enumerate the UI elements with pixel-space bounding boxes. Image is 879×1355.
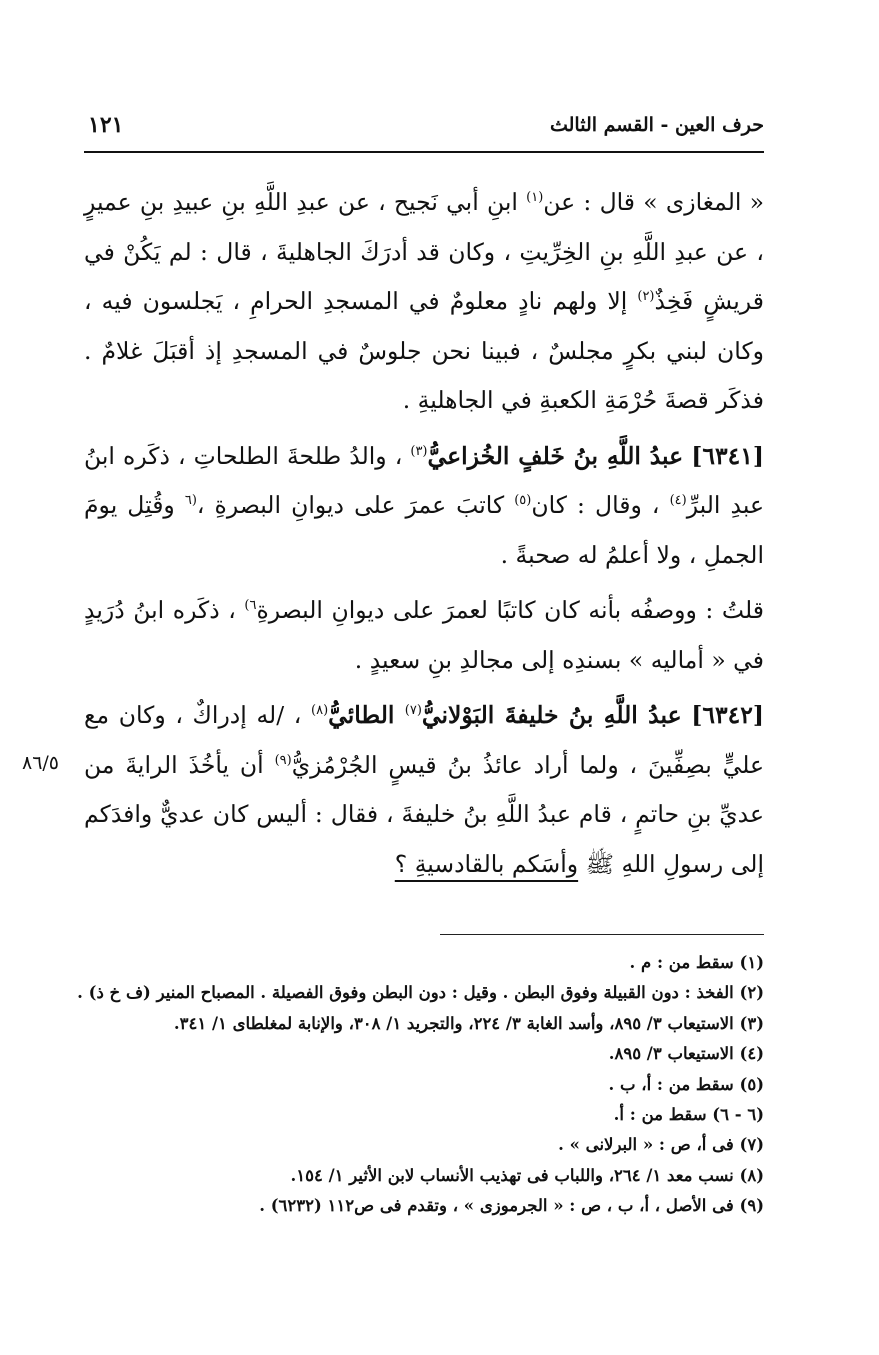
text-segment: إلا ولهم نادٍ معلومٌ في المسجدِ الحرامِ ، يَجلسون فيه ، وكان لبني بكرٍ مجلسٌ ، فبينا نحن جلوسٌ في المسجدِ إذ أقبَلَ غلامٌ . فذكَر قصةَ حُرْمَةِ الكعبةِ في الجاهليةِ . bbox=[84, 287, 764, 414]
footnote-1: (١) سقط من : م . bbox=[629, 953, 764, 972]
footnote-marker: (٧) bbox=[404, 703, 422, 719]
entry-number: [٦٣٤١] bbox=[691, 441, 764, 470]
footnote-7: (٧) فى أ، ص : « البرلانى » . bbox=[558, 1135, 764, 1155]
paragraph-1 bbox=[84, 178, 764, 426]
margin-volume-page-note: ٨٦/٥ bbox=[22, 752, 60, 774]
text-segment: أن يأخُذَ الرايةَ من عديِّ بنِ حاتمٍ ، قام عبدُ اللَّهِ بنُ خليفةَ ، فقال : أليس كان عديٌّ وافدَكم إلى رسولِ اللهِ ﷺ bbox=[84, 750, 764, 878]
footnote-2: (٢) الفخذ : دون القبيلة وفوق البطن . وقيل : دون البطن وفوق الفصيلة . المصباح المنير (ف خ ذ) . bbox=[77, 983, 764, 1003]
entry-name: عبدُ اللَّهِ بنُ خليفةَ البَوْلانيُّ bbox=[421, 701, 682, 729]
header-rule bbox=[84, 151, 764, 153]
paragraph-qultu bbox=[84, 586, 764, 685]
footnote-marker: (١) bbox=[526, 190, 544, 206]
text-segment: ، /له إدراكٌ ، وكان مع عليٍّ بصِفِّينَ ، ولما أراد عائذُ بنُ قيسٍ الجُرْمُزيُّ bbox=[84, 701, 764, 779]
text-segment: ، وقال : كان bbox=[531, 491, 670, 519]
text-segment: وقُتِل يومَ الجملِ ، ولا أعلمُ له صحبةً . bbox=[84, 491, 764, 569]
footnote-marker: (٢) bbox=[637, 289, 655, 305]
page-number: ١٢١ bbox=[88, 112, 124, 138]
entry-name-nisba: الطائيُّ bbox=[328, 701, 405, 729]
footnotes bbox=[77, 948, 764, 1222]
footnote-4: (٤) الاستيعاب ٣/ ٨٩٥. bbox=[608, 1044, 764, 1064]
footnote-marker: (٩) bbox=[274, 752, 292, 768]
footnote-5: (٥) سقط من : أ، ب . bbox=[608, 1074, 764, 1094]
entry-number: [٦٣٤٢] bbox=[691, 701, 764, 729]
text-segment: ، ذكَره ابنُ دُرَيدٍ في « أماليه » بسندِه إلى مجالدِ بنِ سعيدٍ . bbox=[84, 596, 764, 674]
entry-6342 bbox=[84, 691, 764, 889]
footnote-8: (٨) نسب معد ١/ ٢٦٤، واللباب فى تهذيب الأنساب لابن الأثير ١/ ١٥٤. bbox=[290, 1165, 764, 1185]
footnote-rule bbox=[440, 934, 764, 935]
footnote-6: (٦ - ٦) سقط من : أ. bbox=[613, 1105, 764, 1125]
footnote-marker: ٦) bbox=[244, 598, 257, 614]
running-title: حرف العين - القسم الثالث bbox=[549, 114, 764, 136]
footnote-9: (٩) فى الأصل ، أ، ب ، ص : « الجرموزى » ، وتقدم فى ص١١٢ (٦٢٣٢) . bbox=[259, 1196, 764, 1216]
text-segment: ، والدُ طلحةَ الطلحاتِ ، ذكَره ابنُ عبدِ البرِّ bbox=[84, 441, 764, 519]
main-text bbox=[84, 178, 764, 889]
entry-6341 bbox=[84, 432, 764, 581]
footnote-3: (٣) الاستيعاب ٣/ ٨٩٥، وأسد الغابة ٣/ ٢٢٤، والتجريد ١/ ٣٠٨، والإنابة لمغلطاى ١/ ٣٤١. bbox=[173, 1013, 764, 1033]
text-segment: « المغازى » قال : عن bbox=[543, 188, 764, 216]
text-segment: قلتُ : ووصفُه بأنه كان كاتبًا لعمرَ على ديوانِ البصرةِ bbox=[256, 596, 764, 624]
footnote-marker: (٣) bbox=[410, 443, 428, 459]
text-segment: كاتبَ عمرَ على ديوانِ البصرةِ ، bbox=[196, 491, 515, 519]
footnote-marker: (٤) bbox=[669, 493, 687, 509]
underlined-text: وأسَكم بالقادسيةِ ؟ bbox=[394, 849, 579, 878]
entry-name: عبدُ اللَّهِ بنُ خَلفٍ الخُزاعيُّ bbox=[427, 441, 684, 470]
text-segment: ابنِ أبي نَجيح ، عن عبدِ اللَّهِ بنِ عبيدِ بنِ عميرٍ ، عن عبدِ اللَّهِ بنِ الخِرِّيتِ ، وكان قد أدرَكَ الجاهليةَ ، قال : لم يَكُنْ في قريشٍ فَخِذٌ bbox=[84, 188, 764, 315]
footnote-marker: (٨) bbox=[311, 703, 329, 719]
footnote-marker: (٦ bbox=[184, 493, 197, 509]
page-header bbox=[84, 112, 764, 148]
footnote-marker: (٥) bbox=[514, 493, 532, 509]
